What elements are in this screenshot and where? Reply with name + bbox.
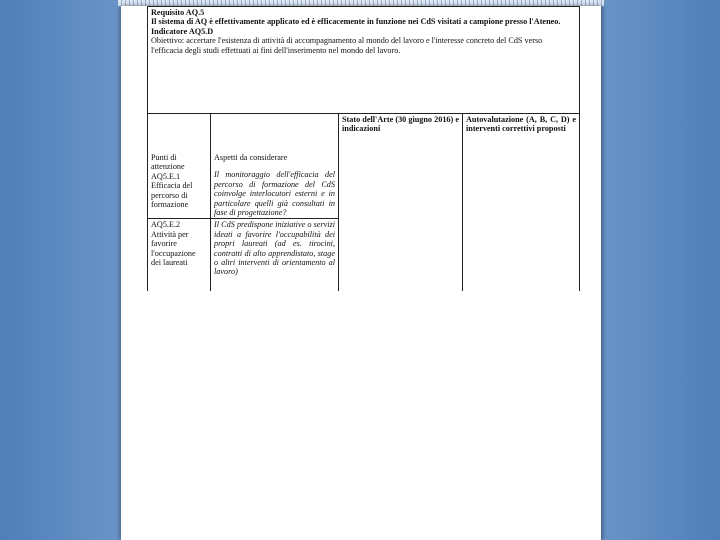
aspetti-text: Il monitoraggio dell'efficacia del percorso di formazione del CdS coinvolge interlocutori esterni e in particolare quelli già consultati in fase di progettazione? [214, 170, 335, 218]
indicator-title: Indicatore AQ5.D [151, 26, 214, 36]
aspetti-label: Aspetti da considerare [214, 153, 288, 162]
aspetti-cell [211, 114, 339, 219]
requirement-statement: Il sistema di AQ è effettivamente applicato ed è efficacemente in funzione nei CdS visitati a campione presso l'Ateneo. [151, 17, 561, 27]
requirement-cell [148, 7, 580, 114]
punti-code: AQ5.E.1 [151, 171, 181, 181]
stato-header: Stato dell'Arte (30 giugno 2016) e indicazioni [342, 115, 459, 134]
autovalutazione-header: Autovalutazione (A, B, C, D) e interventi correttivi proposti [466, 115, 577, 134]
aspetti-text: Il CdS predispone iniziative o servizi ideati a favorire l'occupabilità dei propri laureati (ad es. tirocini, contratti di alto apprendistato, stage o altri interventi di orientamento al lavoro) [214, 220, 335, 277]
stato-column-cell [339, 114, 463, 291]
requirement-header-row [148, 7, 580, 114]
autovalutazione-column-cell [463, 114, 580, 291]
document-page [121, 6, 601, 540]
requirements-table [147, 6, 580, 291]
table-row [148, 114, 580, 219]
punti-cell [148, 219, 211, 291]
objective-text: Obiettivo: accertare l'esistenza di attività di accompagnamento al mondo del lavoro e l'interesse concreto del CdS verso l'efficacia degli studi effettuati ai fini dell'inserimento nel mondo del lavoro. [151, 36, 543, 55]
aspetti-cell [211, 219, 339, 291]
punti-code: AQ5.E.2 [151, 220, 181, 230]
punti-cell [148, 114, 211, 219]
punti-label: Punti di attenzione [151, 153, 185, 172]
requirement-title: Requisito AQ.5 [151, 8, 205, 17]
punti-text: Efficacia del percorso di formazione [151, 181, 193, 210]
punti-text: Attività per favorire l'occupazione dei laureati [151, 229, 196, 268]
